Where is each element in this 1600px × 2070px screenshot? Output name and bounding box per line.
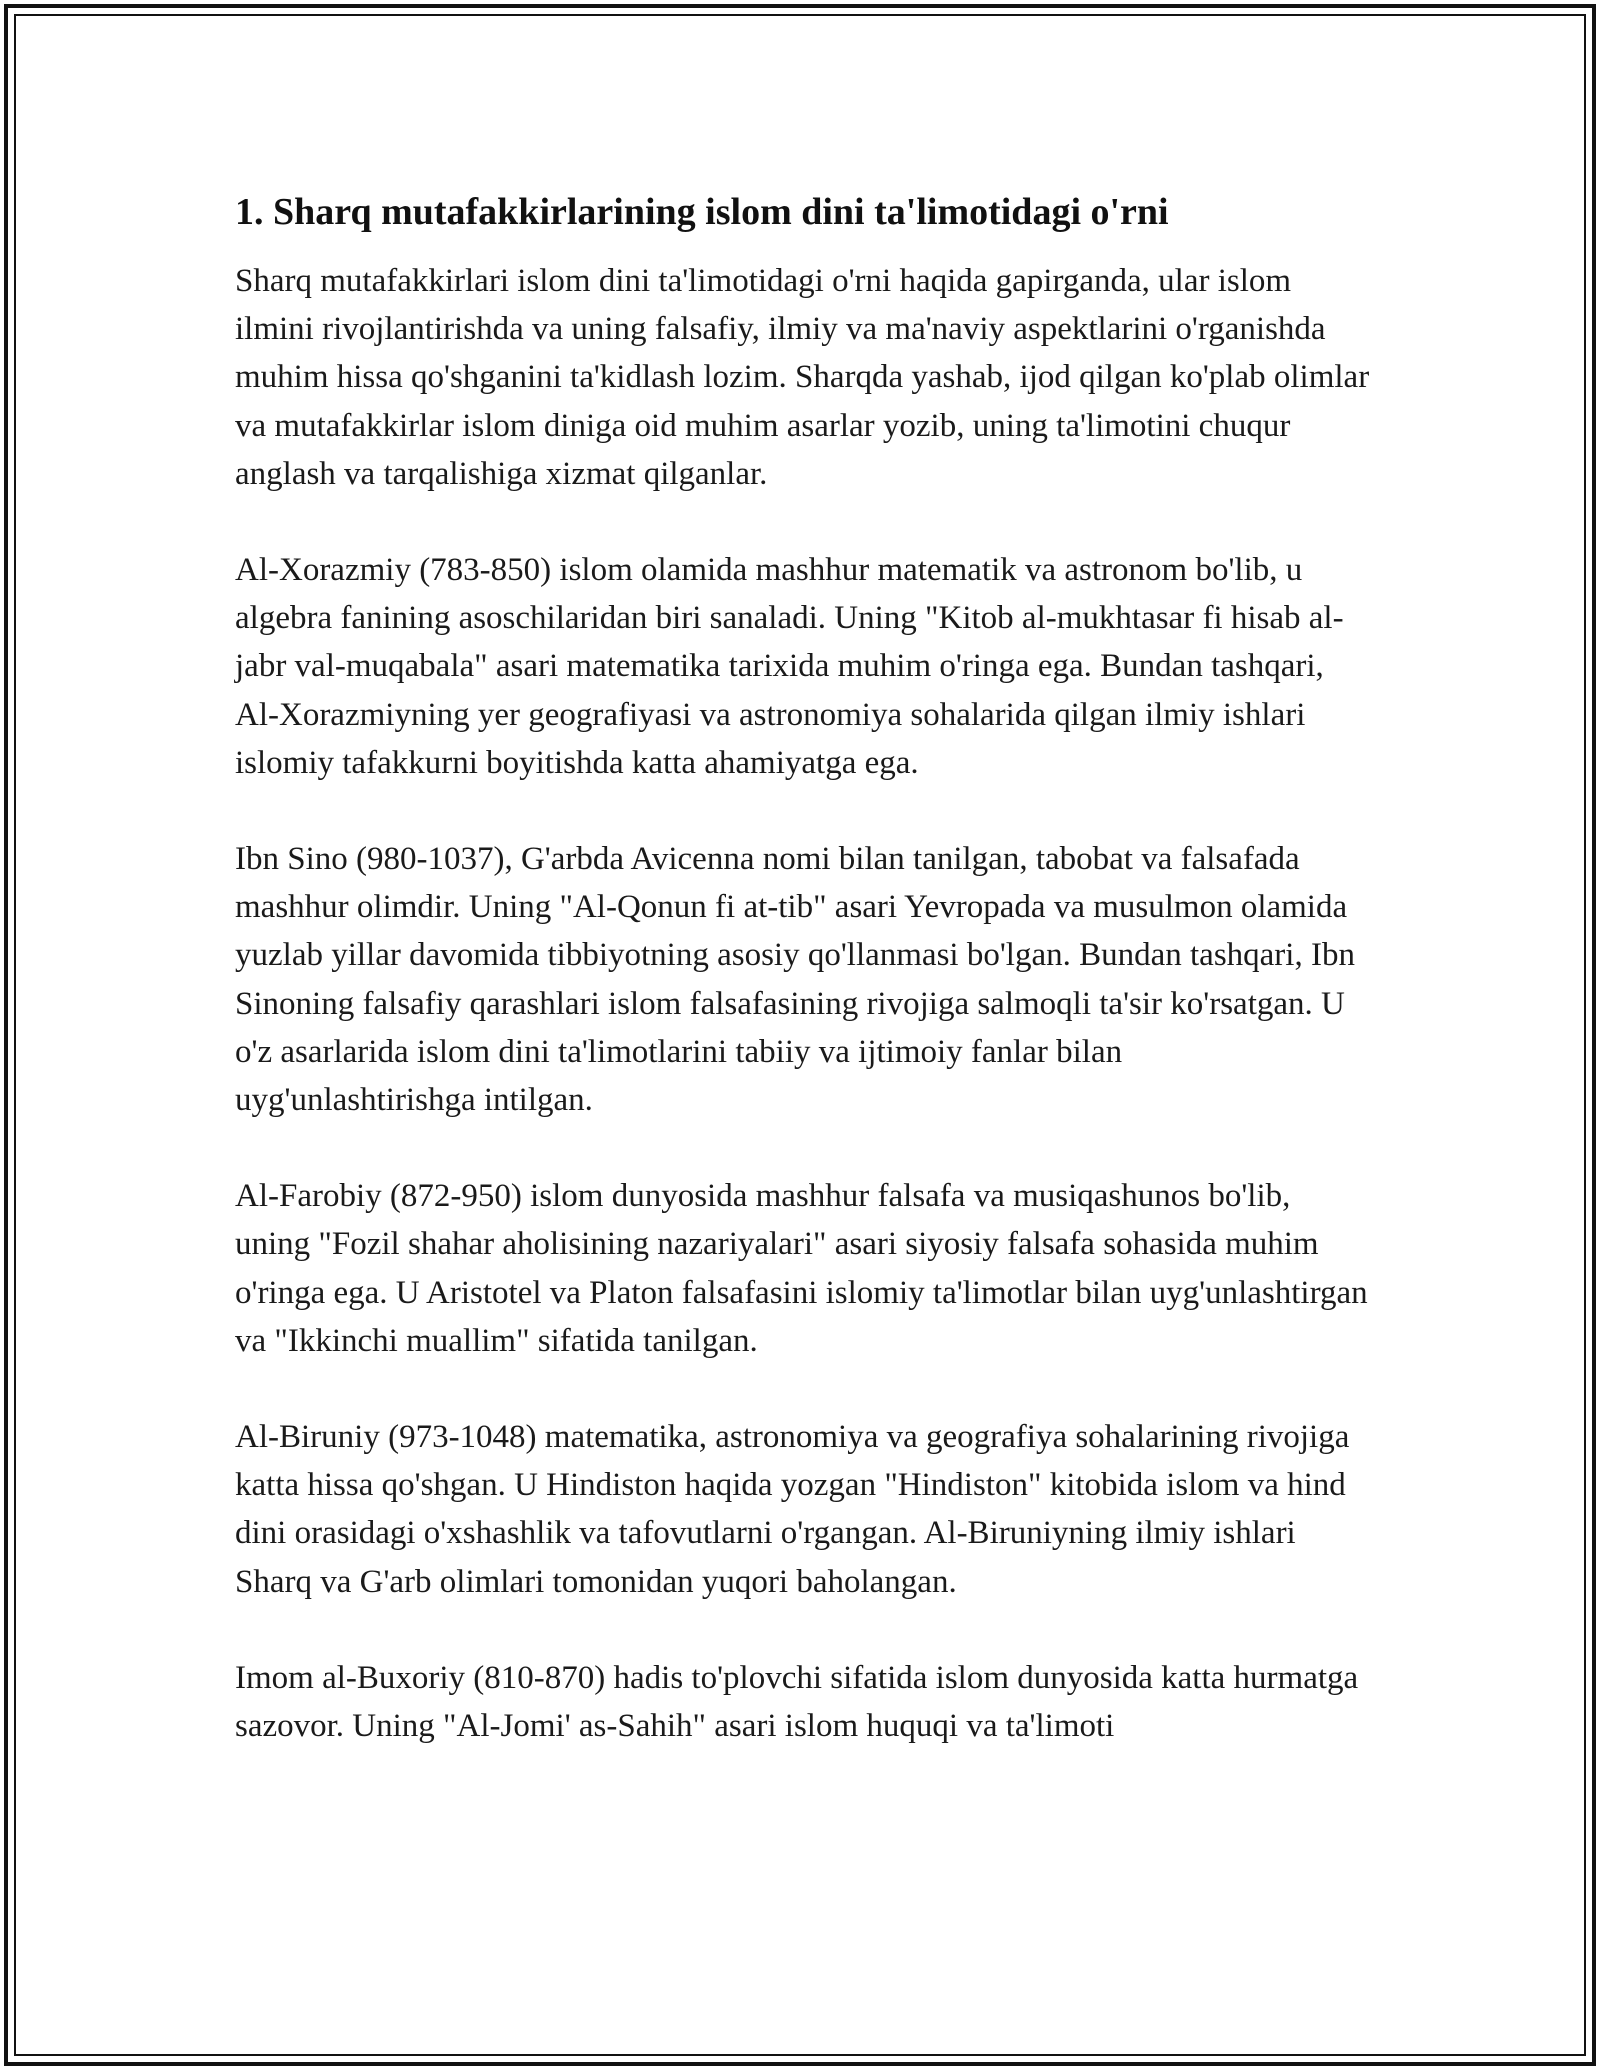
paragraph-intro: Sharq mutafakkirlari islom dini ta'limotidagi o'rni haqida gapirganda, ular islom ilmini rivojlantirishda va uning falsafiy, ilmiy va ma'naviy aspektlarini o'rganishda muhim hissa qo'shganini ta'kidlash lozim. Sharqda yashab, ijod qilgan ko'plab olimlar va mutafakkirlar islom diniga oid muhim asarlar yozib, uning ta'limotini chuqur anglash va tarqalishiga xizmat qilganlar.: [235, 263, 1370, 492]
paragraph-al-farobiy: Al-Farobiy (872-950) islom dunyosida mashhur falsafa va musiqashunos bo'lib, uning "Fozil shahar aholisining nazariyalari" asari siyosiy falsafa sohasida muhim o'ringa ega. U Aristotel va Platon falsafasini islomiy ta'limotlar bilan uyg'unlashtirgan va "Ikkinchi muallim" sifatida tanilgan.: [235, 1178, 1368, 1359]
paragraph-al-biruniy: Al-Biruniy (973-1048) matematika, astronomiya va geografiya sohalarining rivojiga katta hissa qo'shgan. U Hindiston haqida yozgan "Hindiston" kitobida islom va hind dini orasidagi o'xshashlik va tafovutlarni o'rgangan. Al-Biruniyning ilmiy ishlari Sharq va G'arb olimlari tomonidan yuqori baholangan.: [235, 1419, 1350, 1600]
section-heading: 1. Sharq mutafakkirlarining islom dini ta'limotidagi o'rni: [235, 191, 1169, 233]
paragraph-al-xorazmiy: Al-Xorazmiy (783-850) islom olamida mashhur matematik va astronom bo'lib, u algebra fanining asoschilaridan biri sanaladi. Uning "Kitob al-mukhtasar fi hisab al-jabr val-muqabala" asari matematika tarixida muhim o'ringa ega. Bundan tashqari, Al-Xorazmiyning yer geografiyasi va astronomiya sohalarida qilgan ilmiy ishlari islomiy tafakkurni boyitishda katta ahamiyatga ega.: [235, 552, 1344, 781]
document-body: [235, 185, 1370, 1798]
paragraph-al-buxoriy: Imom al-Buxoriy (810-870) hadis to'plovchi sifatida islom dunyosida katta hurmatga sazovor. Uning "Al-Jomi' as-Sahih" asari islom huquqi va ta'limoti: [235, 1659, 1359, 1745]
paragraph-ibn-sino: Ibn Sino (980-1037), G'arbda Avicenna nomi bilan tanilgan, tabobat va falsafada mashhur olimdir. Uning "Al-Qonun fi at-tib" asari Yevropada va musulmon olamida yuzlab yillar davomida tibbiyotning asosiy qo'llanmasi bo'lgan. Bundan tashqari, Ibn Sinoning falsafiy qarashlari islom falsafasining rivojiga salmoqli ta'sir ko'rsatgan. U o'z asarlarida islom dini ta'limotlarini tabiiy va ijtimoiy fanlar bilan uyg'unlashtirishga intilgan.: [235, 841, 1355, 1119]
